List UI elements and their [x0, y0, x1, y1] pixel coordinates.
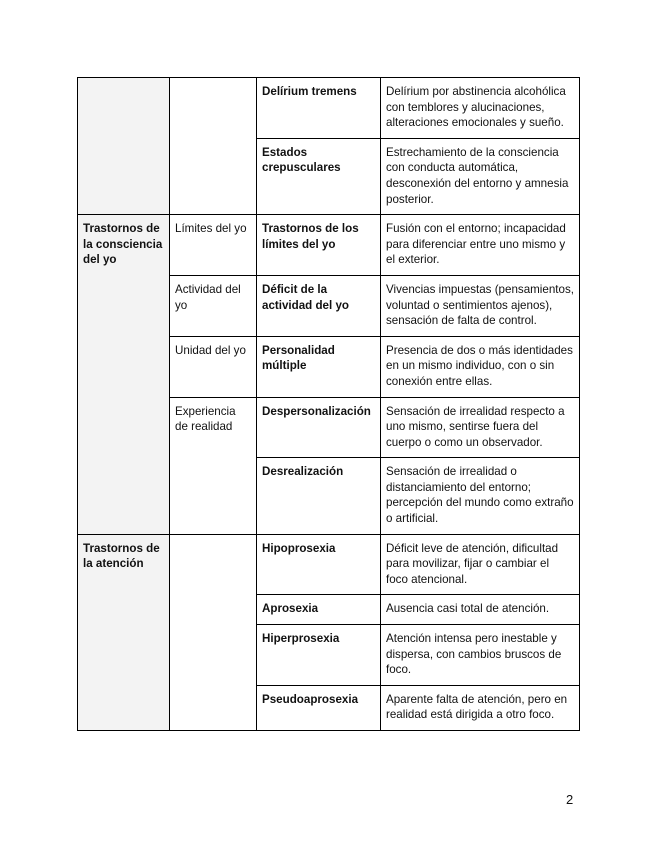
description-cell: Sensación de irrealidad respecto a uno mismo, sentirse fuera del cuerpo o como un observador.	[381, 397, 580, 458]
description-cell: Déficit leve de atención, dificultad para movilizar, fijar o cambiar el foco atencional.	[381, 534, 580, 595]
term-cell: Desrealización	[257, 458, 381, 534]
term-cell: Aprosexia	[257, 595, 381, 625]
description-cell: Vivencias impuestas (pensamientos, voluntad o sentimientos ajenos), sensación de falta de control.	[381, 275, 580, 336]
description-cell: Sensación de irrealidad o distanciamiento del entorno; percepción del mundo como extraño o artificial.	[381, 458, 580, 534]
description-cell: Ausencia casi total de atención.	[381, 595, 580, 625]
term-cell: Delírium tremens	[257, 78, 381, 139]
subcategory-cell	[170, 534, 257, 730]
description-cell: Estrechamiento de la consciencia con conducta automática, desconexión del entorno y amnesia posterior.	[381, 138, 580, 214]
category-cell: Trastornos de la consciencia del yo	[78, 215, 170, 535]
disorders-table	[77, 77, 580, 731]
description-cell: Aparente falta de atención, pero en realidad está dirigida a otro foco.	[381, 685, 580, 730]
table-row	[78, 78, 580, 139]
category-cell	[78, 78, 170, 215]
term-cell: Trastornos de los límites del yo	[257, 215, 381, 276]
subcategory-cell: Actividad del yo	[170, 275, 257, 336]
description-cell: Delírium por abstinencia alcohólica con temblores y alucinaciones, alteraciones emocionales y sueño.	[381, 78, 580, 139]
table-row	[78, 534, 580, 595]
term-cell: Despersonalización	[257, 397, 381, 458]
term-cell: Hipoprosexia	[257, 534, 381, 595]
subcategory-cell: Unidad del yo	[170, 336, 257, 397]
subcategory-cell: Experiencia de realidad	[170, 397, 257, 534]
term-cell: Hiperprosexia	[257, 625, 381, 686]
subcategory-cell	[170, 78, 257, 215]
term-cell: Pseudoaprosexia	[257, 685, 381, 730]
term-cell: Déficit de la actividad del yo	[257, 275, 381, 336]
category-cell: Trastornos de la atención	[78, 534, 170, 730]
description-cell: Fusión con el entorno; incapacidad para diferenciar entre uno mismo y el exterior.	[381, 215, 580, 276]
description-cell: Atención intensa pero inestable y dispersa, con cambios bruscos de foco.	[381, 625, 580, 686]
page-number: 2	[566, 792, 574, 807]
description-cell: Presencia de dos o más identidades en un mismo individuo, con o sin conexión entre ellas.	[381, 336, 580, 397]
table-row	[78, 215, 580, 276]
term-cell: Estados crepusculares	[257, 138, 381, 214]
subcategory-cell: Límites del yo	[170, 215, 257, 276]
term-cell: Personalidad múltiple	[257, 336, 381, 397]
